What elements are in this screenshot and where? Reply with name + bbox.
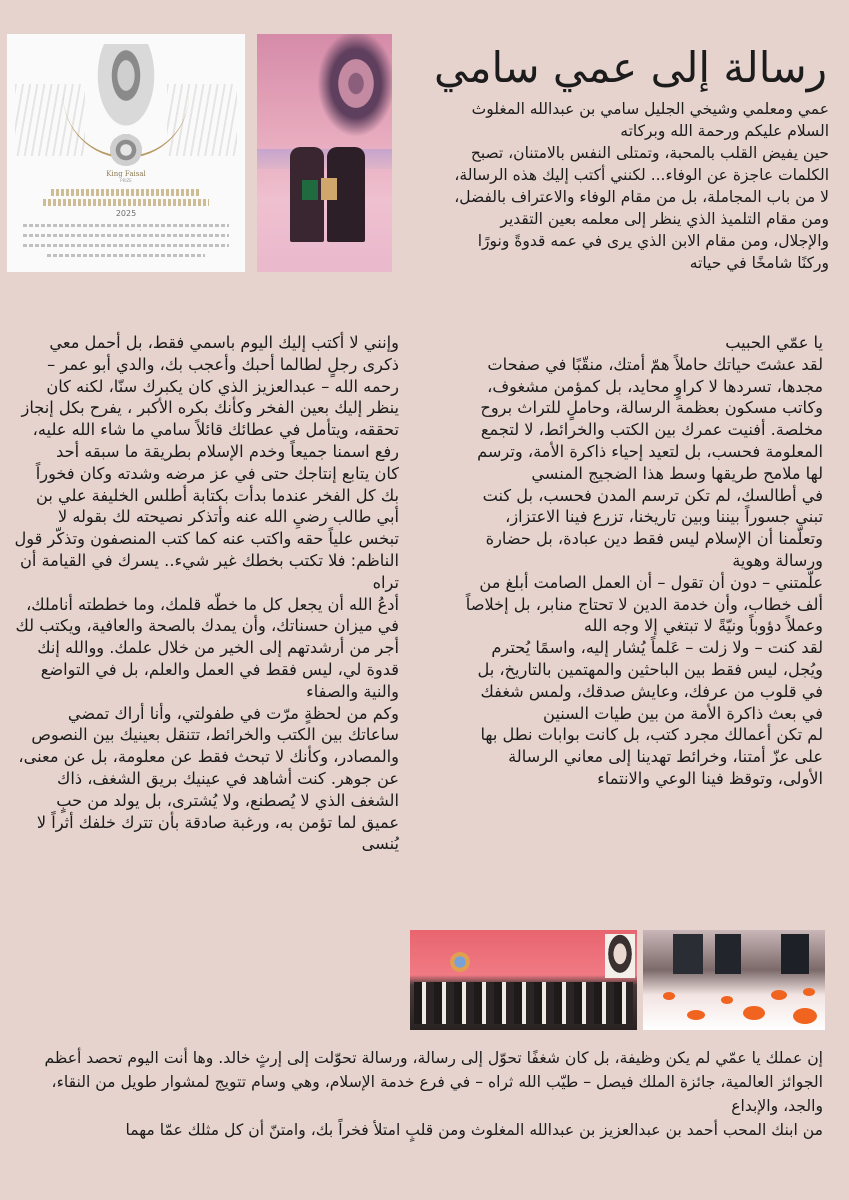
king-faisal-mural [312, 34, 392, 144]
paragraph: لقد عشتَ حياتك حاملاً همّ أمتك، منقّبًا في صفحات مجدها، تسردها لا كراوٍ محايد، بل كمؤمن مشغوف، وكاتب مسكون بعظمة الرسالة، وحاملٍ للتراث بروح مخلصة. أفنيت عمرك بين الكتب والخرائط، لا لتجمع المعلومة فحسب، بل لتعيد إحياء ذاكرة الأمة، وترسم لها ملامح طريقها وسط هذا الضجيج المنسي [477, 354, 823, 483]
paragraph: كان يتابع إنتاجك حتى في عز مرضه وشدته وكان فخوراً بك كل الفخر عندما بدأت بكتابة أطلس الخليفة علي بن أبي طالب رضيِ الله عنه وأتذكر نصيحته لك بقوله لا تبخس علياً حقه واكتب عنه كما كتب المنصفون وتذكّر قول الناظم: فلا تكتب بخطك غير شيء.. يسرك في القيامة أن تراه [14, 463, 399, 592]
guest-suit [781, 934, 809, 974]
certificate-gold [321, 178, 337, 200]
prize-emblem-icon [450, 952, 470, 972]
calligraphy-line-2 [43, 199, 209, 206]
signature-line: من ابنك المحب أحمد بن عبدالعزيز بن عبدالله المغلوث ومن قلبٍ امتلأ فخراً بك، وامتنّ أن كل مثلك عمّا مهما [125, 1121, 823, 1139]
laureate-portrait [93, 44, 159, 134]
page-title: رسالة إلى عمي سامي [434, 43, 827, 92]
paragraph: وكم من لحظةٍ مرّت في طفولتي، وأنا أراك تمضي ساعاتك بين الكتب والخرائط، تتنقل بعينيك بين النصوص والمصادر، وكأنك لا تبحث فقط عن معلومة، بل عن معنى، عن جوهر. كنت أشاهد في عينيك بريق الشغف، ذاك الشغف الذي لا يُصطنع، ولا يُشترى، بل يولد من حبٍ عميق لما تؤمن به، ورغبة صادقة بأن تترك خلفك أثراً لا يُنسى [18, 703, 399, 854]
guest-suit [715, 934, 741, 974]
paragraph: لم تكن أعمالك مجرد كتب، بل كانت بوابات نطل بها على عزّ أمتنا، وخرائط تهدينا إلى معاني الرسالة الأولى، وتوقظ فينا الوعي والانتماء [480, 725, 823, 788]
flower-arrangement [663, 992, 675, 1000]
king-faisal-prize-card-image [7, 34, 245, 272]
prize-logo-subtext: PRIZE [120, 178, 132, 183]
paragraph: وإنني لا أكتب إليك اليوم باسمي فقط، بل أحمل معي ذكرى رجلٍ لطالما أحبك وأعجب بك، والدي أبو عمر – رحمه الله – عبدالعزيز الذي كان يكبرك سنّا، لكنه كان ينظر إليك بعين الفخر وكأنك بكره الأكبر ، يفرح بكل إنجاز تحققه، ويتأمل في عطائك قائلاً سامي ما شاء الله عليه، رفع اسمنا جميعاً وخدم الإسلام بطريقة ما سبقه أحد [21, 333, 399, 461]
description-line [47, 254, 205, 257]
paragraph: أدعُ الله أن يجعل كل ما خطّه قلمك، وما خططته أناملك، في ميزان حسناتك، وأن يمدك بالصحة والعافية، ويكتب لك أجر من أرشدتهم إلى الخير من خلال علمك. ووالله إنك قدوة لي، ليس فقط في العمل والعلم، بل في التواضع والنية والصفاء [15, 594, 399, 701]
description-line [23, 224, 229, 227]
prize-seal-icon [110, 134, 142, 166]
address-line: يا عمّي الحبيب [725, 333, 823, 352]
left-column [14, 332, 399, 855]
guest-suit [673, 934, 703, 974]
certificate-green [302, 180, 318, 200]
flower-arrangement [687, 1010, 705, 1020]
paragraph: لقد كنت – ولا زلت – عَلماً يُشار إليه، واسمًا يُحترم ويُجل، ليس فقط بين الباحثين والمهتمين بالتاريخ، بل في قلوب من عرفك، وعايش صدقك، ولمس شغفك في بعث ذاكرة الأمة من بين طيات السنين [477, 638, 823, 723]
paragraph: علّمتني – دون أن تقول – أن العمل الصامت أبلغ من ألف خطاب، وأن خدمة الدين لا تحتاج منابر، بل إخلاصاً وعملاً دؤوباً ونيّةً لا تبتغي إلا وجه الله [465, 572, 823, 636]
prize-year: 2025 [115, 209, 137, 218]
calligraphy-line-1 [51, 189, 201, 196]
award-ceremony-photo [257, 34, 392, 272]
intro-section [444, 98, 829, 274]
prize-logo-text: King Faisal [106, 170, 146, 178]
greeting: السلام عليكم ورحمة الله وبركاته [620, 122, 829, 140]
paragraph: في أطالسك، لم تكن ترسم المدن فحسب، بل كنت تبني جسوراً بيننا وبين تاريخنا، تزرع فينا الاعتزاز، وتعلّمنا أن الإسلام ليس فقط دين عبادة، بل حضارة ورسالة وهوية [482, 485, 823, 570]
banquet-tables-photo [643, 930, 825, 1030]
description-line [23, 244, 229, 247]
group-photo-stage [410, 930, 637, 1030]
king-faisal-portrait-screen [605, 934, 635, 978]
right-column [463, 332, 823, 790]
salutation: عمي ومعلمي وشيخي الجليل سامي بن عبدالله المغلوث [471, 100, 829, 118]
intro-paragraph: حين يفيض القلب بالمحبة، وتمتلى النفس بالامتنان، تصبح الكلمات عاجزة عن الوفاء... لكنني أكتب إليك هذه الرسالة، لا من باب المجاملة، بل من مقام الوفاء والاعتراف بالفضل، ومن مقام التلميذ الذي ينظر إلى معلمه بعين التقدير والإجلال، ومن مقام الابن الذي يرى في عمه قدوةً ونورًا وركنًا شامخًا في حياته [454, 144, 829, 272]
honorees-row [414, 982, 633, 1024]
flower-arrangement [743, 1006, 765, 1020]
flower-arrangement [721, 996, 733, 1004]
backdrop-band [257, 149, 392, 169]
closing-section [10, 1046, 823, 1142]
flower-arrangement [803, 988, 815, 996]
flower-arrangement [771, 990, 787, 1000]
flower-arrangement [793, 1008, 817, 1024]
description-line [23, 234, 229, 237]
closing-paragraph: إن عملك يا عمّي لم يكن وظيفة، بل كان شغفًا تحوّل إلى رسالة، ورسالة تحوّلت إلى إرثٍ خالد. وها أنت اليوم تحصد أعظم الجوائز العالمية، جائزة الملك فيصل – طيّب الله ثراه – في فرع خدمة الإسلام، وهي وسام تتويج لمشوار طويل من النقاء، والجد، والإبداع [44, 1049, 823, 1115]
